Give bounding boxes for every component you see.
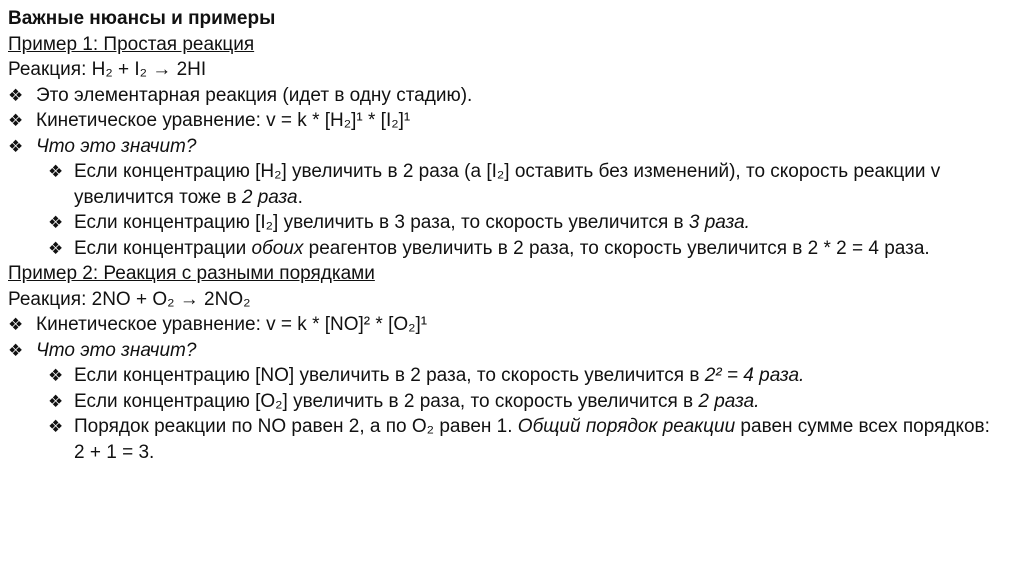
example1-sub-bullet-h2-continued bbox=[8, 185, 1014, 211]
bullet-text: Что это значит? bbox=[36, 135, 197, 157]
example2-heading: Пример 2: Реакция с разными порядками bbox=[8, 263, 375, 284]
bullet-text: Кинетическое уравнение: v = k * [H₂]¹ * [I₂]¹ bbox=[36, 110, 411, 131]
diamond-bullet-icon: ❖ bbox=[48, 213, 64, 232]
example1-bullet-elementary bbox=[8, 83, 1014, 109]
sub-bullet-emphasis: Общий порядок реакции bbox=[517, 416, 736, 437]
sub-bullet-emphasis: 2 раза. bbox=[698, 390, 760, 412]
sub-bullet-emphasis: 2 раза bbox=[241, 186, 298, 208]
example2-sub-bullet-o2 bbox=[8, 389, 1014, 415]
example2-sub-bullet-no bbox=[8, 363, 1014, 389]
diamond-bullet-icon: ❖ bbox=[8, 315, 24, 334]
example2-sub-bullet-order-continued bbox=[8, 440, 1014, 466]
example1-sub-bullet-i2 bbox=[8, 210, 1014, 236]
diamond-bullet-icon: ❖ bbox=[8, 85, 24, 105]
diamond-bullet-icon: ❖ bbox=[48, 366, 64, 385]
sub-bullet-text: Если концентрации bbox=[74, 237, 252, 259]
diamond-bullet-icon: ❖ bbox=[48, 162, 64, 181]
diamond-bullet-icon: ❖ bbox=[8, 136, 24, 156]
example1-reaction: Реакция: H₂ + I₂ → 2HI bbox=[8, 59, 207, 80]
example2-bullet-what-means bbox=[8, 338, 1014, 364]
sub-bullet-text: . bbox=[297, 186, 303, 208]
example2-bullet-kinetic-equation bbox=[8, 312, 1014, 338]
sub-bullet-text: 2 + 1 = 3. bbox=[74, 441, 155, 463]
sub-bullet-emphasis: 3 раза. bbox=[688, 212, 750, 233]
sub-bullet-emphasis: обоих bbox=[251, 237, 304, 259]
sub-bullet-text: Порядок реакции по NO равен 2, а по O₂ равен 1. bbox=[74, 416, 518, 437]
diamond-bullet-icon: ❖ bbox=[48, 417, 64, 436]
sub-bullet-text: увеличится тоже в bbox=[74, 186, 242, 208]
example1-heading: Пример 1: Простая реакция bbox=[8, 33, 255, 55]
sub-bullet-text: равен сумме всех порядков: bbox=[735, 416, 990, 437]
diamond-bullet-icon: ❖ bbox=[48, 238, 64, 258]
bullet-text: Кинетическое уравнение: v = k * [NO]² * [O₂]¹ bbox=[36, 314, 428, 335]
sub-bullet-text: реагентов увеличить в 2 раза, то скорость увеличится в 2 * 2 = 4 раза. bbox=[303, 237, 930, 259]
example1-sub-bullet-both bbox=[8, 236, 1014, 262]
sub-bullet-text: Если концентрацию [NO] увеличить в 2 раза, то скорость увеличится в bbox=[74, 365, 705, 386]
diamond-bullet-icon: ❖ bbox=[48, 391, 64, 411]
sub-bullet-text: Если концентрацию [I₂] увеличить в 3 раза, то скорость увеличится в bbox=[74, 212, 689, 233]
diamond-bullet-icon: ❖ bbox=[8, 111, 24, 130]
sub-bullet-text: Если концентрацию [H₂] увеличить в 2 раза (а [I₂] оставить без изменений), то скорость реакции v bbox=[74, 161, 941, 182]
bullet-text: Что это значит? bbox=[36, 339, 197, 361]
slide-title: Важные нюансы и примеры bbox=[8, 8, 276, 29]
example1-bullet-kinetic-equation bbox=[8, 108, 1014, 134]
example2-reaction: Реакция: 2NO + O₂ → 2NO₂ bbox=[8, 288, 251, 310]
example2-sub-bullet-order bbox=[8, 414, 1014, 440]
bullet-text: Это элементарная реакция (идет в одну стадию). bbox=[36, 84, 473, 106]
example1-sub-bullet-h2 bbox=[8, 159, 1014, 185]
example1-bullet-what-means bbox=[8, 134, 1014, 160]
sub-bullet-text: Если концентрацию [O₂] увеличить в 2 раза, то скорость увеличится в bbox=[74, 390, 699, 412]
sub-bullet-emphasis: 2² = 4 раза. bbox=[704, 365, 805, 386]
diamond-bullet-icon: ❖ bbox=[8, 340, 24, 360]
